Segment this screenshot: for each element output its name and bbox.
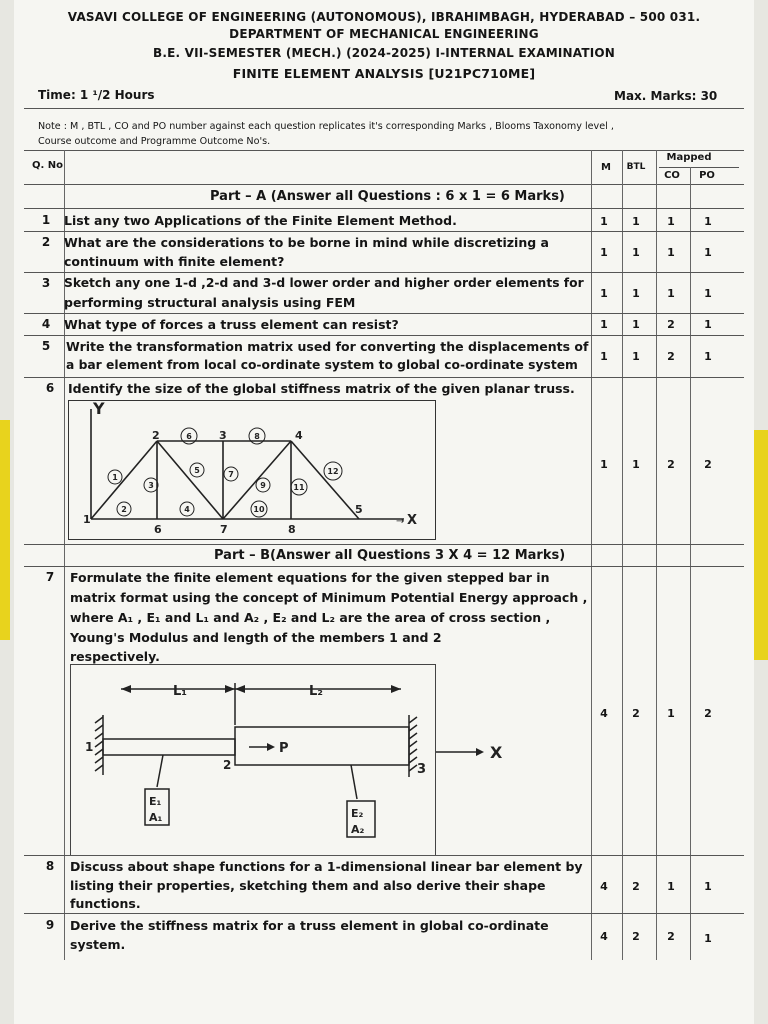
question-text-line3: functions.: [70, 896, 141, 911]
truss-diagram: [69, 401, 435, 539]
btl-value: 1: [632, 246, 640, 259]
btl-value: 1: [632, 215, 640, 228]
node-label: 6: [154, 523, 162, 536]
co-value: 2: [667, 458, 675, 471]
a1-label: A₁: [149, 811, 163, 824]
stepped-bar-diagram: [71, 665, 435, 855]
btl-value: 1: [632, 287, 640, 300]
element-label: 11: [293, 483, 305, 492]
btl-value: 1: [632, 318, 640, 331]
question-number: 1: [41, 213, 51, 227]
element-label: 3: [148, 481, 154, 490]
marks-value: 1: [600, 287, 608, 300]
po-value: 1: [704, 318, 712, 331]
scan-edge-right: [754, 430, 768, 660]
e2-label: E₂: [351, 807, 364, 820]
node-label: 7: [220, 523, 228, 536]
length-l2-label: L₂: [309, 684, 323, 699]
question-text-line2: a bar element from local co-ordinate system to global co-ordinate system: [66, 358, 578, 372]
po-value: 2: [704, 458, 712, 471]
question-text-line4: Young's Modulus and length of the members 1 and 2: [70, 630, 442, 645]
element-label: 5: [194, 466, 200, 475]
element-label: 2: [121, 505, 127, 514]
question-text: List any two Applications of the Finite Element Method.: [64, 213, 457, 228]
question-text: Identify the size of the global stiffness matrix of the given planar truss.: [68, 381, 575, 396]
question-text: What type of forces a truss element can resist?: [64, 317, 399, 332]
question-text-line2: listing their properties, sketching them and also derive their shape: [70, 878, 546, 893]
po-value: 1: [704, 287, 712, 300]
node-label: 3: [219, 429, 227, 442]
element-label: 4: [184, 505, 190, 514]
element-label: 6: [186, 432, 192, 441]
btl-header: BTL: [626, 162, 646, 172]
part-a-title: Part – A (Answer all Questions : 6 x 1 = 6 Marks): [210, 189, 565, 204]
a2-label: A₂: [351, 823, 365, 836]
scan-edge-left: [0, 420, 10, 640]
co-value: 1: [667, 246, 675, 259]
part-b-title: Part – B(Answer all Questions 3 X 4 = 12 Marks): [214, 548, 566, 563]
node-label: 4: [295, 429, 303, 442]
x-axis-label: X: [407, 513, 418, 528]
length-l1-label: L₁: [173, 684, 187, 699]
node-3-label: 3: [417, 762, 427, 777]
question-number: 3: [41, 276, 51, 290]
po-header: PO: [699, 170, 715, 181]
marks-value: 4: [600, 707, 608, 720]
marks-value: 1: [600, 246, 608, 259]
mapped-header: Mapped: [666, 152, 712, 163]
question-text-line3: where A₁ , E₁ and L₁ and A₂ , E₂ and L₂ are the area of cross section ,: [70, 610, 551, 625]
question-text-line2: system.: [70, 937, 126, 952]
node-label: 5: [355, 503, 363, 516]
element-label: 9: [260, 481, 266, 490]
question-text-line5: respectively.: [70, 649, 160, 664]
question-number: 9: [45, 918, 55, 932]
marks-value: 1: [600, 215, 608, 228]
question-text-line2: matrix format using the concept of Minimum Potential Energy approach ,: [70, 590, 588, 605]
college-name: VASAVI COLLEGE OF ENGINEERING (AUTONOMOUS), IBRAHIMBAGH, HYDERABAD – 500 031.: [67, 10, 701, 24]
exam-time: Time: 1 ¹/2 Hours: [38, 88, 155, 102]
question-number: 6: [45, 381, 55, 395]
truss-figure-frame: [68, 400, 436, 540]
po-value: 1: [704, 932, 712, 945]
po-value: 1: [704, 215, 712, 228]
marks-header: M: [601, 162, 611, 173]
question-number: 8: [45, 859, 55, 873]
question-text-line2: continuum with finite element?: [64, 254, 285, 269]
note-line-2: Course outcome and Programme Outcome No's.: [38, 136, 271, 147]
po-value: 1: [704, 350, 712, 363]
max-marks: Max. Marks: 30: [614, 89, 718, 103]
bar-x-axis-arrow: [434, 740, 514, 764]
question-text-line1: What are the considerations to be borne in mind while discretizing a: [64, 235, 549, 250]
node-1-label: 1: [85, 740, 94, 754]
question-number: 4: [41, 317, 51, 331]
question-number: 7: [45, 570, 55, 584]
svg-text:→: →: [396, 516, 405, 527]
question-text-line1: Derive the stiffness matrix for a truss element in global co-ordinate: [70, 918, 549, 933]
y-axis-label: Y: [93, 401, 105, 418]
co-value: 2: [667, 318, 675, 331]
element-label: 1: [112, 473, 118, 482]
btl-value: 1: [632, 458, 640, 471]
marks-value: 1: [600, 318, 608, 331]
exam-title: B.E. VII-SEMESTER (MECH.) (2024-2025) I-INTERNAL EXAMINATION: [152, 46, 616, 60]
co-value: 2: [667, 930, 675, 943]
po-value: 2: [704, 707, 712, 720]
marks-value: 4: [600, 930, 608, 943]
marks-value: 1: [600, 350, 608, 363]
po-value: 1: [704, 246, 712, 259]
question-text-line2: performing structural analysis using FEM: [64, 295, 356, 310]
question-text-line1: Formulate the finite element equations for the given stepped bar in: [70, 570, 550, 585]
marks-value: 4: [600, 880, 608, 893]
element-label: 12: [327, 467, 339, 476]
co-header: CO: [664, 170, 680, 181]
question-number: 2: [41, 235, 51, 249]
question-text-line1: Sketch any one 1-d ,2-d and 3-d lower order and higher order elements for: [64, 276, 584, 290]
qno-header: Q. No: [32, 160, 64, 171]
co-value: 2: [667, 350, 675, 363]
e1-label: E₁: [149, 795, 162, 808]
element-label: 10: [253, 505, 265, 514]
bar-x-label: X: [490, 743, 503, 762]
load-p-label: P: [279, 741, 289, 756]
node-2-label: 2: [223, 758, 232, 772]
btl-value: 2: [632, 930, 640, 943]
element-label: 8: [254, 432, 260, 441]
question-text-line1: Write the transformation matrix used for converting the displacements of: [66, 339, 589, 354]
question-number: 5: [41, 339, 51, 353]
co-value: 1: [667, 880, 675, 893]
node-label: 1: [83, 513, 91, 526]
question-text-line1: Discuss about shape functions for a 1-dimensional linear bar element by: [70, 859, 583, 874]
note-line-1: Note : M , BTL , CO and PO number against each question replicates it's corresponding Marks , Blooms Taxonomy level ,: [38, 121, 614, 132]
btl-value: 2: [632, 707, 640, 720]
subject-title: FINITE ELEMENT ANALYSIS [U21PC710ME]: [232, 66, 536, 81]
department-name: DEPARTMENT OF MECHANICAL ENGINEERING: [229, 27, 539, 41]
co-value: 1: [667, 287, 675, 300]
co-value: 1: [667, 707, 675, 720]
exam-paper: [14, 0, 754, 1024]
co-value: 1: [667, 215, 675, 228]
btl-value: 2: [632, 880, 640, 893]
node-label: 2: [152, 429, 160, 442]
po-value: 1: [704, 880, 712, 893]
node-label: 8: [288, 523, 296, 536]
element-label: 7: [228, 470, 234, 479]
marks-value: 1: [600, 458, 608, 471]
stepped-bar-figure-frame: [70, 664, 436, 856]
btl-value: 1: [632, 350, 640, 363]
